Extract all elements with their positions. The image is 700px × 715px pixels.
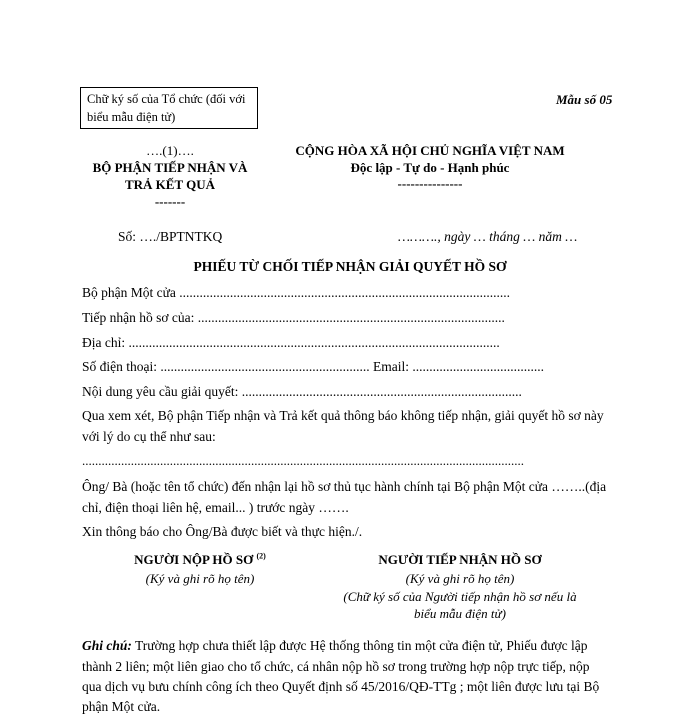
receiver-digital-sign-note-2: biểu mẫu điện tử) xyxy=(414,606,506,621)
submitter-title: NGƯỜI NỘP HỒ SƠ $^{(2)}$ xyxy=(134,551,266,567)
dept-name-line-2: TRẢ KẾT QUẢ xyxy=(124,177,216,192)
national-motto: Độc lập - Tự do - Hạnh phúc xyxy=(350,160,510,175)
form-number: Mẫu số 05 xyxy=(556,92,613,107)
submitter-footnote-ref: (2) xyxy=(256,551,266,561)
signature-box-line-2: biểu mẫu điện tử) xyxy=(87,110,176,124)
note-line-1: Ghi chú: Trường hợp chưa thiết lập được Hệ thống thông tin một cửa điện tử, Phiếu được lập xyxy=(82,638,588,653)
reason-dotted-line: ........................................................................................................................................ xyxy=(82,453,524,468)
receiver-sign-instruction: (Ký và ghi rõ họ tên) xyxy=(405,571,515,586)
form-title: PHIẾU TỪ CHỐI TIẾP NHẬN GIẢI QUYẾT HỒ SƠ xyxy=(193,259,507,274)
reason-paragraph-line-2: với lý do cụ thể như sau: xyxy=(82,429,216,444)
digital-signature-box xyxy=(80,87,258,129)
signature-box-line-1: Chữ ký số của Tổ chức (đối với xyxy=(87,92,246,106)
pickup-paragraph-line-2: chỉ, điện thoại liên hệ, email... ) trước ngày ……. xyxy=(82,500,349,515)
field-address: Địa chỉ: .............................................................................................................. xyxy=(82,335,500,350)
submitter-sign-instruction: (Ký và ghi rõ họ tên) xyxy=(145,571,255,586)
dept-name-line-1: BỘ PHẬN TIẾP NHẬN VÀ xyxy=(92,160,248,175)
country-name: CỘNG HÒA XÃ HỘI CHỦ NGHĨA VIỆT NAM xyxy=(295,143,565,158)
note-line-2: thành 2 liên; một liên giao cho tổ chức, cá nhân nộp hồ sơ trong trường hợp nộp trực tiếp, nộp xyxy=(82,659,590,674)
pickup-paragraph-line-1: Ông/ Bà (hoặc tên tổ chức) đến nhận lại hồ sơ thủ tục hành chính tại Bộ phận Một cửa ……..(địa xyxy=(82,479,607,494)
field-phone-email: Số điện thoại: .............................................................. Email: ....................................... xyxy=(82,359,544,374)
note-line-3: qua dịch vụ bưu chính công ích theo Quyết định số 45/2016/QĐ-TTg ; một liên được lưu tại Bộ xyxy=(82,679,600,694)
receiver-digital-sign-note-1: (Chữ ký số của Người tiếp nhận hồ sơ nếu là xyxy=(343,589,577,604)
reason-paragraph-line-1: Qua xem xét, Bộ phận Tiếp nhận và Trả kết quả thông báo không tiếp nhận, giải quyết hồ sơ này xyxy=(82,408,604,423)
note-line-4: phận Một cửa. xyxy=(82,699,161,714)
notice-paragraph: Xin thông báo cho Ông/Bà được biết và thực hiện./. xyxy=(82,524,363,539)
document-number: Số: …./BPTNTKQ xyxy=(118,229,223,244)
left-header-separator: ------- xyxy=(154,194,186,209)
receiver-title: NGƯỜI TIẾP NHẬN HỒ SƠ xyxy=(378,552,542,567)
field-one-stop-dept: Bộ phận Một cửa .................................................................................................. xyxy=(82,285,511,300)
org-placeholder: ….(1)…. xyxy=(146,143,194,158)
right-header-separator: --------------- xyxy=(397,176,463,191)
field-received-from: Tiếp nhận hồ sơ của: ........................................................................................... xyxy=(82,310,505,325)
field-request-content: Nội dung yêu cầu giải quyết: ................................................................................... xyxy=(82,384,522,399)
note-label: Ghi chú: xyxy=(82,638,132,653)
date-line: ………., ngày … tháng … năm … xyxy=(398,229,578,244)
